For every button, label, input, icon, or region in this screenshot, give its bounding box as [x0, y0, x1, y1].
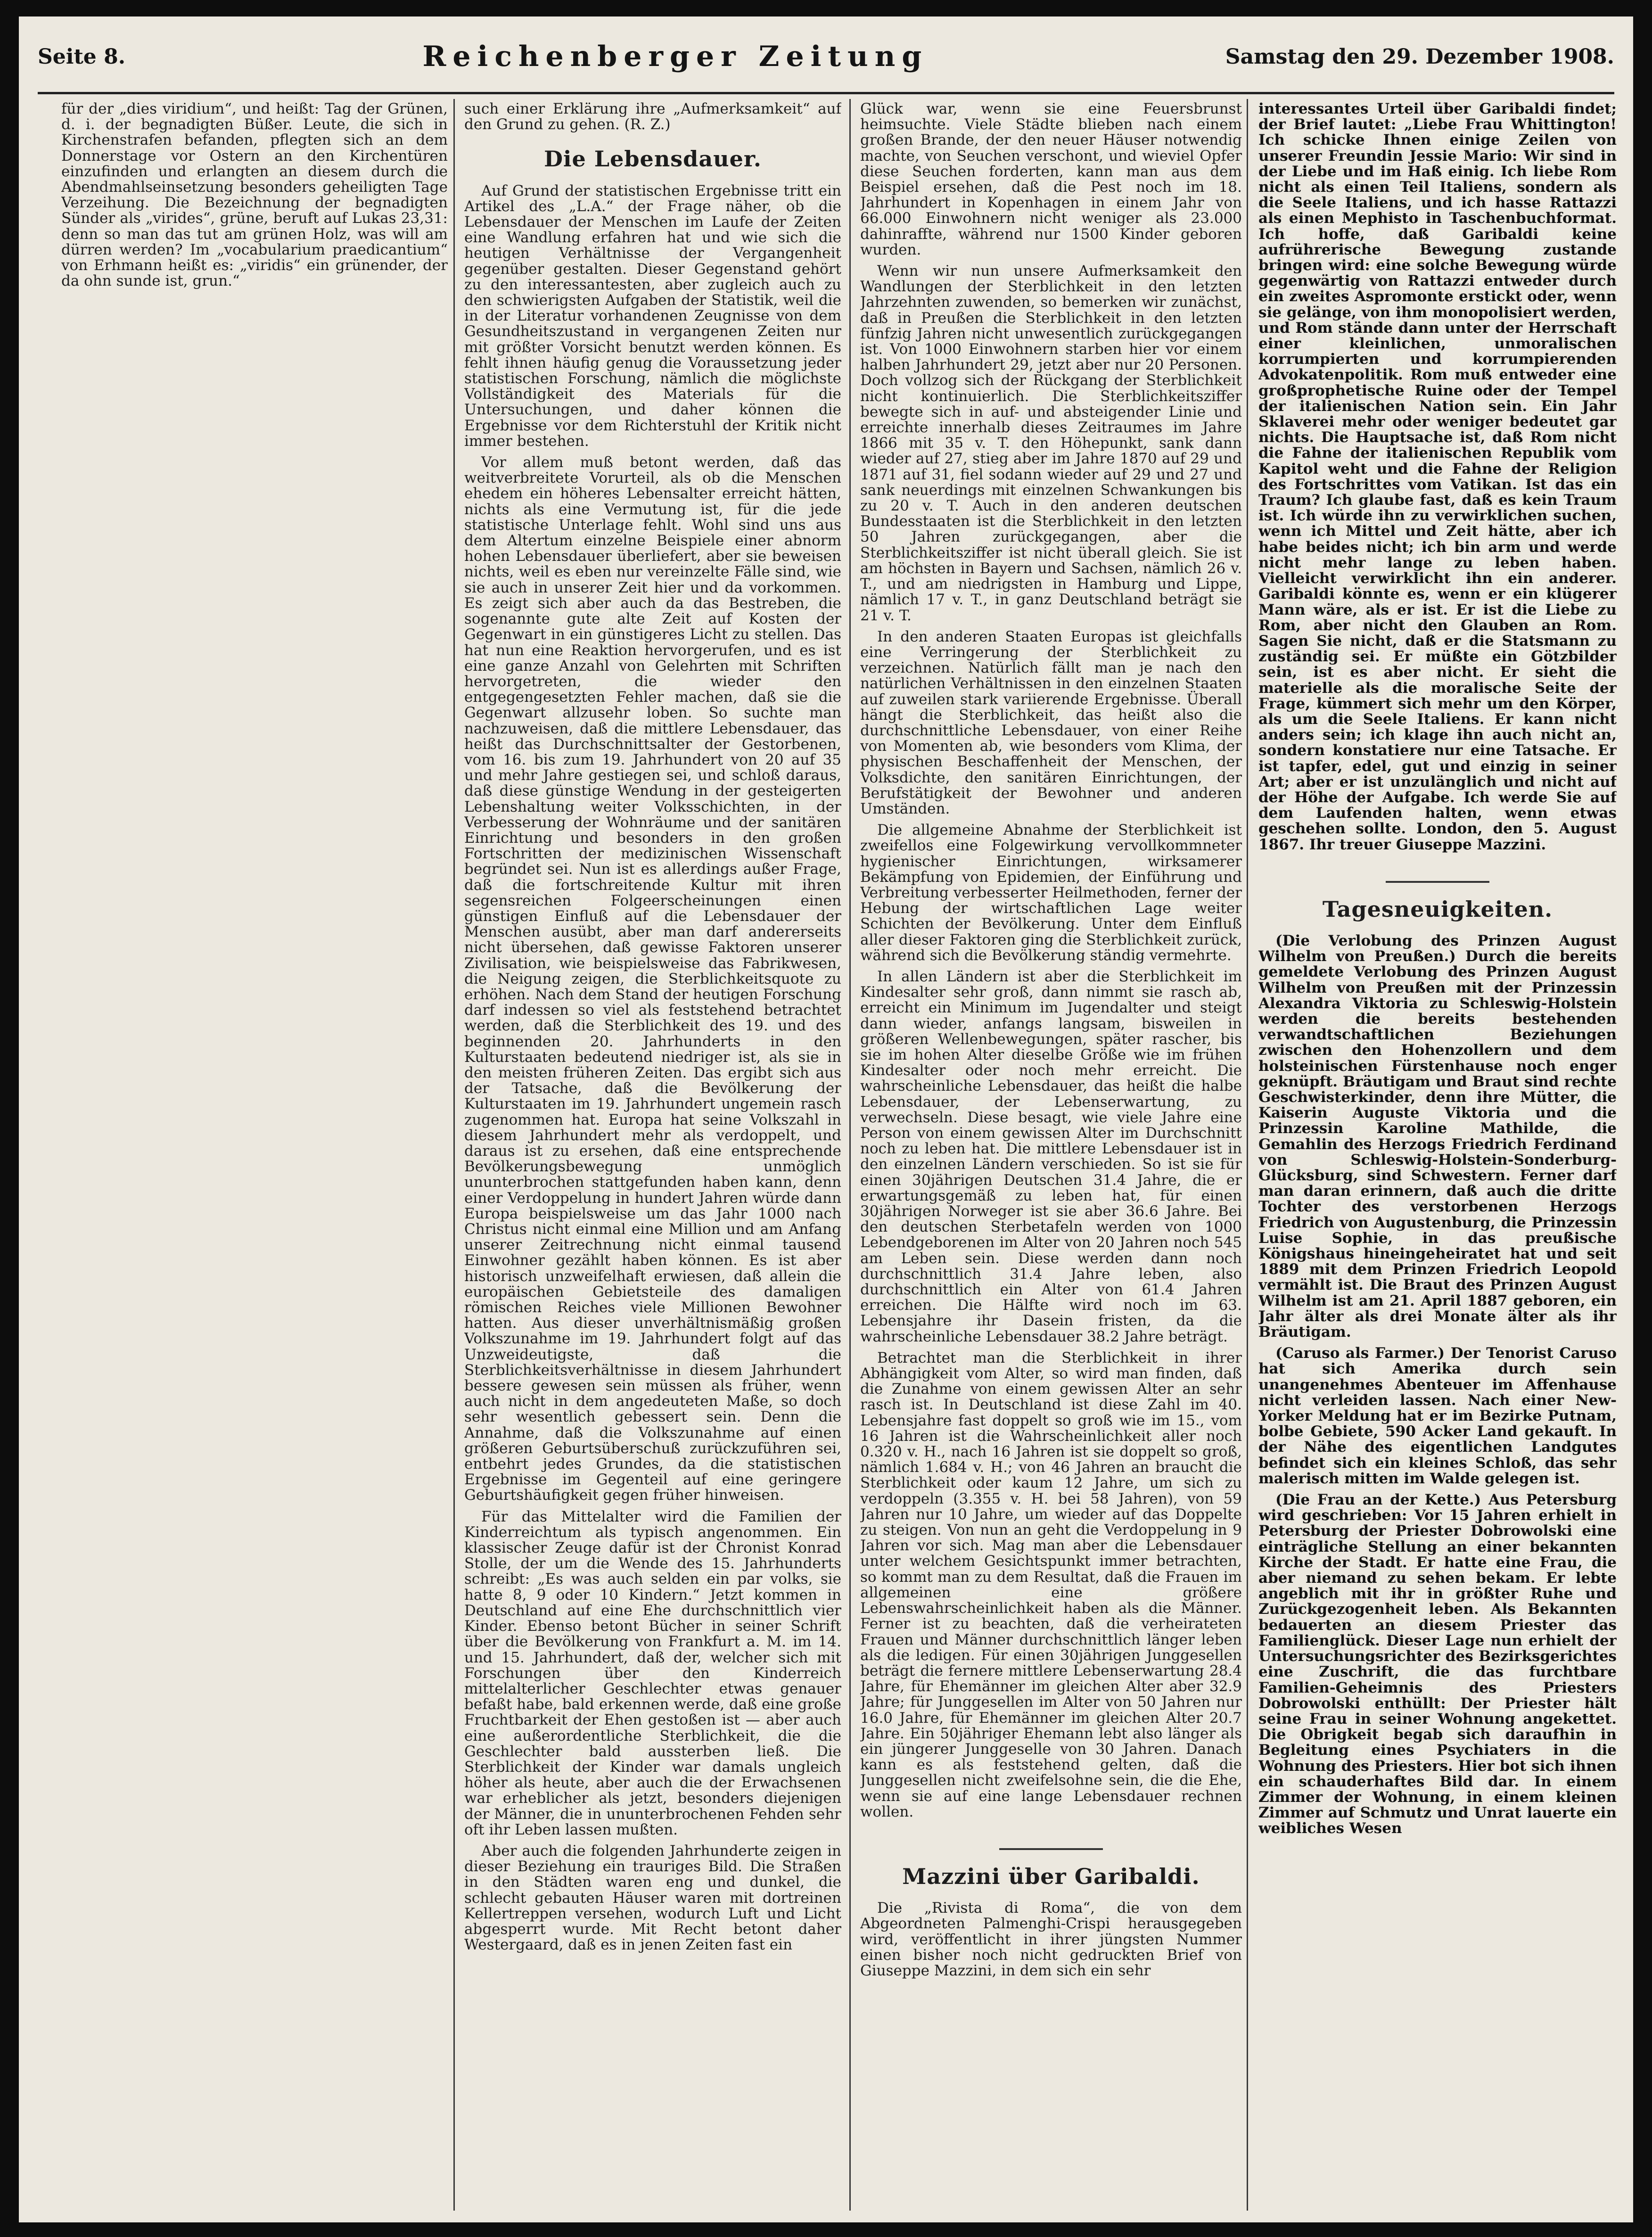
page-header [38, 21, 1614, 94]
article-paragraph: Die „Rivista di Roma“, die von dem Abgeordneten Palmenghi-Crispi herausgegeben wird, veröffentlicht in ihrer jüngsten Nummer einen bisher noch nicht gedruckten Brief von Giuseppe Mazzini, in dem sich ein sehr [860, 1900, 1242, 1979]
article-paragraph: Wenn wir nun unsere Aufmerksamkeit den Wandlungen der Sterblichkeit in den letzten Jahrzehnten zuwenden, so bemerken wir zunächst, daß in Preußen die Sterblichkeit in den letzten fünfzig Jahren nicht unwesentlich zurückgegangen ist. Von 1000 Einwohnern starben hier vor einem halben Jahrhundert 29, jetzt aber nur 20 Personen. Doch vollzog sich der Rückgang der Sterblichkeit nicht kontinuierlich. Die Sterblichkeitsziffer bewegte sich in auf- und absteigender Linie und erreichte innerhalb dieses Zeitraumes im Jahre 1866 mit 35 v. T. den Höhepunkt, sank dann wieder auf 27, stieg aber im Jahre 1870 auf 29 und 1871 auf 31, fiel sodann wieder auf 29 und 27 und sank neuerdings mit einzelnen Schwankungen bis zu 20 v. T. Auch in den anderen deutschen Bundesstaaten ist die Sterblichkeit in den letzten 50 Jahren zurückgegangen, aber die Sterblichkeitsziffer ist nicht überall gleich. Sie ist am höchsten in Bayern und Sachsen, nämlich 26 v. T., und am niedrigsten in Hamburg und Lippe, nämlich 17 v. T., in ganz Deutschland beträgt sie 21 v. T. [860, 263, 1242, 624]
news-text: Durch die bereits gemeldete Verlobung des Prinzen August Wilhelm von Preußen mit der Prinzessin Alexandra Viktoria zu Schleswig-Holstein werden die bereits bestehenden verwandtschaftlichen Beziehungen zwischen den Hohenzollern und dem holsteinischen Fürstenhause noch enger geknüpft. Bräutigam und Braut sind rechte Geschwisterkinder, denn ihre Mütter, die Kaiserin Auguste Viktoria und die Prinzessin Karoline Mathilde, die Gemahlin des Herzogs Friedrich Ferdinand von Schleswig-Holstein-Sonderburg-Glücksburg, sind Schwestern. Ferner darf man daran erinnern, daß auch die dritte Tochter des verstorbenen Herzogs Friedrich von Augustenburg, die Prinzessin Luise Sophie, in das preußische Königshaus hineingeheiratet hat und seit 1889 mit dem Prinzen Friedrich Leopold vermählt ist. Die Braut des Prinzen August Wilhelm ist am 21. April 1887 geboren, ein Jahr älter als drei Monate älter als ihr Bräutigam. [1258, 948, 1617, 1341]
news-item [1258, 1346, 1617, 1487]
article-continuation: such einer Erklärung ihre „Aufmerksamkeit“ auf den Grund zu gehen. (R. Z.) [464, 101, 841, 133]
news-item [1258, 933, 1617, 1340]
article-paragraph: Die allgemeine Abnahme der Sterblichkeit ist zweifellos eine Folgewirkung vervollkommneter hygienischer Einrichtungen, wirksamerer Bekämpfung von Epidemien, der Einführung und Verbreitung verbesserter Heilmethoden, ferner der Hebung der wirtschaftlichen Lage weiter Schichten der Bevölkerung. Unter dem Einfluß aller dieser Faktoren ging die Sterblichkeit zurück, während sich die Bevölkerung ständig vermehrte. [860, 822, 1242, 964]
news-text: Der Tenorist Caruso hat sich Amerika durch sein unangenehmes Abenteuer im Affenhause nicht verleiden lassen. Nach einer New-Yorker Meldung hat er im Bezirke Putnam, bolbe Gebiete, 590 Acker Land gekauft. In der Nähe des eigentlichen Landgutes befindet sich ein kleines Schloß, das sehr malerisch mitten im Walde gelegen ist. [1258, 1345, 1617, 1487]
section-divider [1386, 881, 1489, 883]
article-paragraph: In allen Ländern ist aber die Sterblichkeit im Kindesalter sehr groß, dann nimmt sie rasch ab, erreicht ein Minimum im Jugendalter und steigt dann wieder, anfangs langsam, bisweilen in größeren Wellenbewegungen, später rascher, bis sie im hohen Alter dieselbe Größe wie im frühen Kindesalter oder noch mehr erreicht. Die wahrscheinliche Lebensdauer, das heißt die halbe Lebensdauer, der Lebenserwartung, zu verwechseln. Diese besagt, wie viele Jahre eine Person von einem gewissen Alter im Durchschnitt noch zu leben hat. Die mittlere Lebensdauer ist in den einzelnen Ländern verschieden. So ist sie für einen 30jährigen Deutschen 31.4 Jahre, die er erwartungsgemäß zu leben hat, für einen 30jährigen Norweger ist sie aber 36.6 Jahre. Bei den deutschen Sterbetafeln werden von 1000 Lebendgeborenen im Alter von 20 Jahren noch 545 am Leben sein. Diese werden dann noch durchschnittlich 31.4 Jahre leben, also durchschnittlich ein Alter von 61.4 Jahren erreichen. Die Hälfte wird noch im 63. Lebensjahre ihr Dasein fristen, da die wahrscheinliche Lebensdauer 38.2 Jahre beträgt. [860, 968, 1242, 1345]
column-rule [453, 99, 455, 2211]
column-1 [61, 101, 448, 2208]
section-divider [999, 1848, 1103, 1850]
article-paragraph: Aber auch die folgenden Jahrhunderte zeigen in dieser Beziehung ein trauriges Bild. Die Straßen in den Städten waren eng und dunkel, die schlecht gebauten Häuser waren mit dortreinen Kellertreppen versehen, wodurch Luft und Licht abgesperrt wurde. Mit Recht betont daher Westergaard, daß es in jenen Zeiten fast ein [464, 1842, 841, 1954]
section-title: Tagesneuigkeiten. [1322, 896, 1553, 922]
column-4 [1258, 101, 1617, 2208]
column-rule [849, 99, 851, 2211]
article-paragraph: Glück war, wenn sie eine Feuersbrunst heimsuchte. Viele Städte blieben nach einem großen Brande, der den neuer Häuser notwendig machte, von Seuchen verschont, und wieviel Opfer diese Seuchen forderten, kann man aus dem Beispiel ersehen, daß die Pest noch im 18. Jahrhundert in Kopenhagen in einem Jahr von 66.000 Einwohnern nicht weniger als 23.000 dahinraffte, während nur 1500 Kinder geboren wurden. [860, 101, 1242, 258]
newspaper-page [19, 16, 1633, 2222]
article-paragraph: interessantes Urteil über Garibaldi findet; der Brief lautet: „Liebe Frau Whittington! Ich schicke Ihnen einige Zeilen von unserer Freundin Jessie Mario: Wir sind in der Liebe und im Haß einig. Ich liebe Rom nicht als einen Teil Italiens, sondern als die Seele Italiens, und ich hasse Rattazzi als einen Mephisto in Taschenbuchformat. Ich hoffe, daß Garibaldi keine aufrührerische Bewegung zustande bringen wird: eine solche Bewegung würde gegenwärtig von Rattazzi entweder durch ein zweites Aspromonte erstickt oder, wenn sie gelänge, von ihm monopolisiert werden, und Rom stände dann unter der Herrschaft einer kleinlichen, unmoralischen korrumpierten und korrumpierenden Advokatenpolitik. Rom muß entweder eine großprophetische Ruine oder der Tempel der italienischen Nation sein. Ein Jahr Sklaverei mehr oder weniger bedeutet gar nichts. Die Hauptsache ist, daß Rom nicht die Fahne der italienischen Republik vom Kapitol weht und die Fahne der Religion des Fortschrittes vom Vatikan. Ist das ein Traum? Ich glaube fast, daß es kein Traum ist. Ich würde ihn zu verwirklichen suchen, wenn ich Mittel und Zeit hätte, aber ich habe beides nicht; ich bin arm und werde nicht mehr lange zu leben haben. Vielleicht verwirklicht ihn ein anderer. Garibaldi könnte es, wenn er ein klügerer Mann wäre, als er ist. Er ist die Liebe zu Rom, aber nicht den Glauben an Rom. Sagen Sie nicht, daß er die Statsmann zu zuständig sei. Er müßte ein Götzbilder sein, ist es aber nicht. Er sieht die materielle als die moralische Seite der Frage, kümmert sich mehr um den Körper, als um die Seele Italiens. Er kann nicht anders sein; ich klage ihn auch nicht an, sondern konstatiere nur eine Tatsache. Er ist tapfer, edel, gut und einzig in seiner Art; aber er ist unzulänglich und nicht auf der Höhe der Aufgabe. Ich werde Sie auf dem Laufenden halten, wenn etwas geschehen sollte. London, den 5. August 1867. Ihr treuer Giuseppe Mazzini. [1258, 101, 1617, 853]
news-heading: (Caruso als Farmer.) [1275, 1345, 1445, 1362]
news-text: Aus Petersburg wird geschrieben: Vor 15 Jahren erhielt in Petersburg der Priester Dobrowolski eine einträgliche Stellung an einer bekannten Kirche der Stadt. Er hatte eine Frau, die aber niemand zu sehen bekam. Er lebte angeblich mit ihr in größter Ruhe und Zurückgezogenheit leben. Als Bekannten bedauerten an diesem Priester das Familienglück. Dieser Lage nun erhielt der Untersuchungsrichter des Bezirksgerichtes eine Zuschrift, die das furchtbare Familien-Geheimnis des Priesters Dobrowolski enthüllt: Der Priester hält seine Frau in seiner Wohnung angekettet. Die Obrigkeit begab sich daraufhin in Begleitung eines Psychiaters in die Wohnung des Priesters. Hier bot sich ihnen ein schauderhaftes Bild dar. In einem Zimmer der Wohnung, in einem kleinen Zimmer auf Schmutz und Unrat lauerte ein weibliches Wesen [1258, 1491, 1617, 1837]
column-2 [464, 101, 841, 2208]
article-paragraph: Für das Mittelalter wird die Familien der Kinderreichtum als typisch angenommen. Ein klassischer Zeuge dafür ist der Chronist Konrad Stolle, der um die Wende des 15. Jahrhunderts schreibt: „Es was auch selden ein par volks, sie hatte 8, 9 oder 10 Kindern.“ Jetzt kommen in Deutschland auf eine Ehe durchschnittlich vier Kinder. Ebenso betont Bücher in seiner Schrift über die Bevölkerung von Frankfurt a. M. im 14. und 15. Jahrhundert, daß der, welcher sich mit Forschungen über den Kinderreich mittelalterlicher Geschlechter etwas genauer befaßt habe, bald erkennen werde, daß eine große Fruchtbarkeit der Ehen gestoßen ist — aber auch eine außerordentliche Sterblichkeit, die die Geschlechter bald aussterben ließ. Die Sterblichkeit der Kinder war damals ungleich höher als heute, aber auch die der Erwachsenen war erheblicher als jetzt, besonders diejenigen der Männer, die in ununterbrochenen Fehden sehr oft ihr Leben lassen mußten. [464, 1508, 841, 1838]
column-3 [860, 101, 1242, 2208]
column-rule [1247, 99, 1248, 2211]
news-heading: (Die Verlobung des Prinzen August Wilhelm von Preußen.) [1258, 932, 1617, 965]
issue-date: Samstag den 29. Dezember 1908. [1225, 44, 1614, 69]
page-number: Seite 8. [38, 44, 126, 69]
article-paragraph: In den anderen Staaten Europas ist gleichfalls eine Verringerung der Sterblichkeit zu verzeichnen. Natürlich fällt man je nach den natürlichen Verhältnissen in den einzelnen Staaten auf zuweilen stark variierende Ergebnisse. Überall hängt die Sterblichkeit, das heißt also die durchschnittliche Lebensdauer, von einer Reihe von Momenten ab, wie besonders vom Klima, der physischen Beschaffenheit der Menschen, der Volksdichte, den sanitären Einrichtungen, der Berufstätigkeit der Bewohner und anderen Umständen. [860, 628, 1242, 817]
news-item [1258, 1492, 1617, 1836]
article-title: Die Lebensdauer. [544, 146, 762, 172]
news-heading: (Die Frau an der Kette.) [1275, 1491, 1481, 1509]
masthead: Reichenberger Zeitung [422, 40, 929, 73]
article-paragraph: Vor allem muß betont werden, daß das weitverbreitete Vorurteil, als ob die Menschen ehedem ein höheres Lebensalter erreicht hätten, nichts als eine Vermutung ist, für die jede statistische Unterlage fehlt. Wohl sind uns aus dem Altertum einzelne Beispiele einer abnorm hohen Lebensdauer überliefert, aber sie beweisen nichts, weil es eben nur vereinzelte Fälle sind, wie sie auch in unserer Zeit hier und da vorkommen. Es zeigt sich aber auch da das Bestreben, die sogenannte gute alte Zeit auf Kosten der Gegenwart in ein günstigeres Licht zu stellen. Das hat nun eine Reaktion hervorgerufen, und es ist eine ganze Anzahl von Gelehrten mit Schriften hervorgetreten, die wieder den entgegengesetzten Fehler machen, daß sie die Gegenwart allzusehr loben. So suchte man nachzuweisen, daß die mittlere Lebensdauer, das heißt das Durchschnittsalter der Gestorbenen, vom 16. bis zum 19. Jahrhundert von 20 auf 35 und mehr Jahre gestiegen sei, und schloß daraus, daß diese günstige Wendung in der gesteigerten Lebenshaltung weiter Volksschichten, in der Verbesserung der Wohnräume und der sanitären Einrichtung und besonders in den großen Fortschritten der medizinischen Wissenschaft begründet sei. Nun ist es allerdings außer Frage, daß die fortschreitende Kultur mit ihren segensreichen Folgeerscheinungen einen günstigen Einfluß auf die Lebensdauer der Menschen ausübt, aber man darf andererseits nicht übersehen, daß gewisse Faktoren unserer Zivilisation, wie beispielsweise das Fabrikwesen, die Neigung zeigen, die Sterblichkeitsquote zu erhöhen. Nach dem Stand der heutigen Forschung darf indessen so viel als feststehend betrachtet werden, daß die Sterblichkeit des 19. und des beginnenden 20. Jahrhunderts in den Kulturstaaten bedeutend niedriger ist, als sie in den meisten früheren Zeiten. Das ergibt sich aus der Tatsache, daß die Bevölkerung der Kulturstaaten im 19. Jahrhundert ungemein rasch zugenommen hat. Europa hat seine Volkszahl in diesem Jahrhundert mehr als verdoppelt, und daraus ist zu ersehen, daß eine entsprechende Bevölkerungsbewegung unmöglich ununterbrochen stattgefunden haben kann, denn einer Verdoppelung in hundert Jahren würde dann Europa beispielsweise um das Jahr 1000 nach Christus nicht einmal eine Million und am Anfang unserer Zeitrechnung nicht einmal tausend Einwohner gezählt haben können. Es ist aber historisch unzweifelhaft erwiesen, daß allein die europäischen Gebietsteile des damaligen römischen Reiches viele Millionen Bewohner hatten. Aus dieser unverhältnismäßig großen Volkszunahme im 19. Jahrhundert folgt auf das Unzweideutigste, daß die Sterblichkeitsverhältnisse in diesem Jahrhundert bessere gewesen sein müssen als früher, wenn auch nicht in dem angedeuteten Maße, so doch sehr wesentlich gebessert sein. Denn die Annahme, daß die Volkszunahme auf einen größeren Geburtsüberschuß zurückzuführen sei, entbehrt jedes Grundes, da die statistischen Ergebnisse im Gegenteil auf eine geringere Geburtshäufigkeit gegen früher hinweisen. [464, 454, 841, 1504]
article-paragraph: Betrachtet man die Sterblichkeit in ihrer Abhängigkeit vom Alter, so wird man finden, daß die Zunahme von einem gewissen Alter an sehr rasch ist. In Deutschland ist diese Zahl im 40. Lebensjahre fast doppelt so groß wie im 15., vom 16 Jahren ist die Wahrscheinlichkeit aller noch 0.320 v. H., nach 16 Jahren ist sie doppelt so groß, nämlich 1.684 v. H.; von 46 Jahren an braucht die Sterblichkeit oder kaum 12 Jahre, um sich zu verdoppeln (3.355 v. H. bei 58 Jahren), von 59 Jahren nur 10 Jahre, um wieder auf das Doppelte zu steigen. Von nun an geht die Verdoppelung in 9 Jahren vor sich. Mag man aber die Lebensdauer unter welchem Gesichtspunkt immer betrachten, so kommt man zu dem Resultat, daß die Frauen im allgemeinen eine größere Lebenswahrscheinlichkeit haben als die Männer. Ferner ist zu beachten, daß die verheirateten Frauen und Männer durchschnittlich länger leben als die ledigen. Für einen 30jährigen Junggesellen beträgt die fernere mittlere Lebenserwartung 28.4 Jahre, für Ehemänner im gleichen Alter aber 32.9 Jahre; für Junggesellen im Alter von 50 Jahren nur 16.0 Jahre, für Ehemänner im gleichen Alter 20.7 Jahre. Ein 50jähriger Ehemann lebt also länger als ein jüngerer Junggeselle von 30 Jahren. Danach kann es als feststehend gelten, daß die Junggesellen nicht zweifelsohne sein, die die Ehe, wenn sie auf eine lange Lebensdauer rechnen wollen. [860, 1349, 1242, 1820]
article-paragraph: für der „dies viridium“, und heißt: Tag der Grünen, d. i. der begnadigten Büßer. Leute, die sich in Kirchenstrafen befanden, pflegten sich an dem Donnerstage vor Ostern an den Kirchentüren einzufinden und erlangten an diesem durch die Abendmahlseinsetzung besonders geheiligten Tage Verzeihung. Die Bezeichnung der begnadigten Sünder als „virides“, grüne, beruft auf Lukas 23,31: denn so man das tut am grünen Holz, was will am dürren werden? Im „vocabularium praedicantium“ von Erhmann heißt es: „viridis“ ein grünender, der da ohn sunde ist, grun.“ [61, 101, 448, 290]
article-title: Mazzini über Garibaldi. [902, 1863, 1200, 1889]
article-paragraph: Auf Grund der statistischen Ergebnisse tritt ein Artikel des „L.A.“ der Frage näher, ob die Lebensdauer der Menschen im Laufe der Zeiten eine Wandlung erfahren hat und wie sich die heutigen Verhältnisse der Vergangenheit gegenüber gestalten. Dieser Gegenstand gehört zu den interessantesten, aber zugleich auch zu den schwierigsten Aufgaben der Statistik, weil die in der Literatur vorhandenen Zeugnisse von dem Gesundheitszustand in vergangenen Zeiten nur mit größter Vorsicht benutzt werden können. Es fehlt ihnen häufig genug die Voraussetzung jeder statistischen Forschung, nämlich die möglichste Vollständigkeit des Materials für die Untersuchungen, und daher können die Ergebnisse vor dem Richterstuhl der Kritik nicht immer bestehen. [464, 182, 841, 450]
